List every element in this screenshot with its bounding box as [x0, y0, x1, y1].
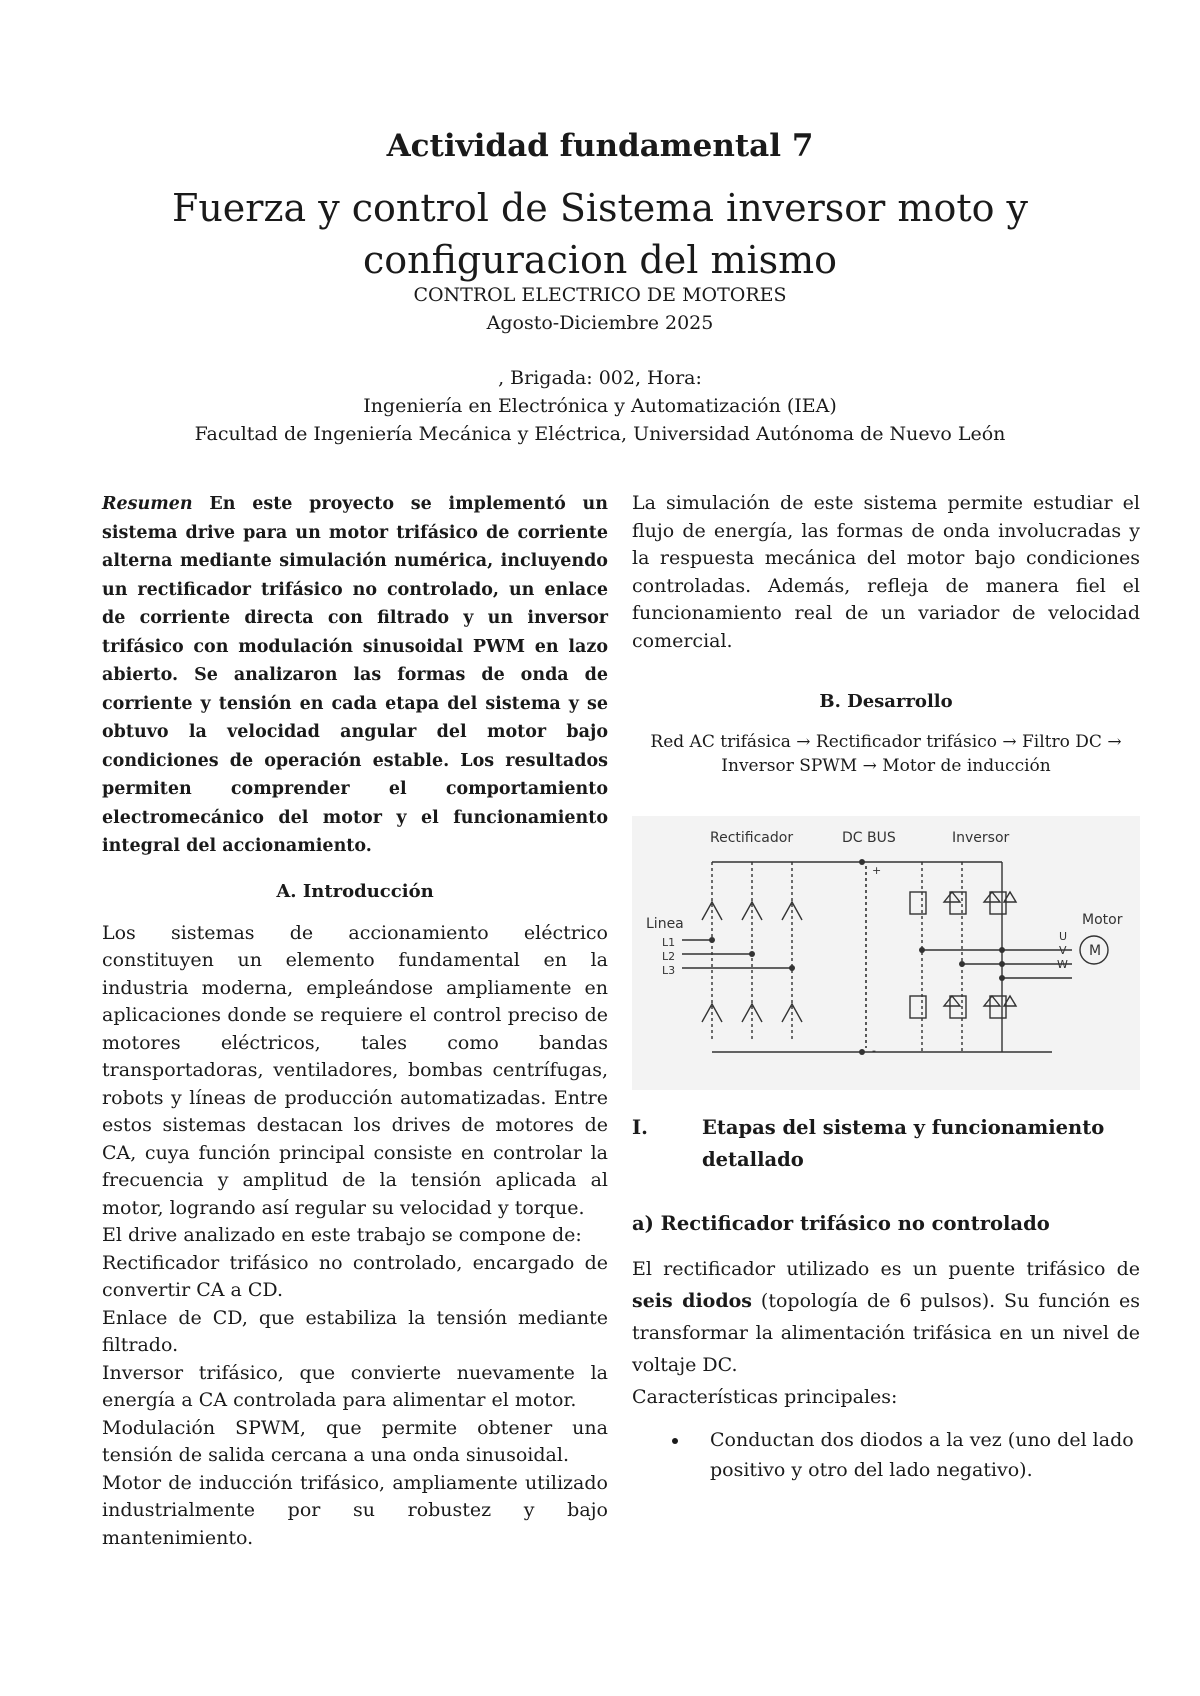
label-motor: Motor — [1082, 912, 1123, 928]
abstract — [102, 490, 608, 861]
course-name: CONTROL ELECTRICO DE MOTORES — [413, 284, 787, 306]
left-column — [102, 490, 608, 1552]
label-inverter: Inversor — [952, 830, 1010, 846]
label-w: W — [1057, 958, 1068, 971]
component-item-1: Rectificador trifásico no controlado, encargado de convertir CA a CD. — [102, 1251, 608, 1301]
component-item-2: Enlace de CD, que estabiliza la tensión mediante filtrado. — [102, 1306, 608, 1356]
label-l3: L3 — [662, 964, 676, 977]
abstract-label: Resumen — [102, 494, 193, 514]
label-u: U — [1059, 930, 1068, 943]
characteristics-label: Características principales: — [632, 1386, 898, 1408]
dc-bus — [712, 862, 1052, 1052]
bullet-item — [632, 1425, 1140, 1485]
section-heading — [632, 1112, 1140, 1176]
label-rectifier: Rectificador — [710, 830, 794, 846]
period: Agosto-Diciembre 2025 — [486, 312, 714, 334]
drive-circuit-diagram — [632, 816, 1140, 1090]
flow-line-1: Red AC trifásica → Rectificador trifásico → Filtro DC → — [650, 732, 1122, 752]
label-plus: + — [872, 864, 882, 877]
paper-title-line2: configuracion del mismo — [362, 238, 838, 282]
rectifier-text-a: El rectificador utilizado es un puente trifásico de — [632, 1258, 1140, 1280]
rectifier-text-bold: seis diodos — [632, 1290, 753, 1312]
component-item-5: Motor de inducción trifásico, ampliamente utilizado industrialmente por su robustez y bajo mantenimiento. — [102, 1471, 608, 1549]
abstract-text: En este proyecto se implementó un sistema drive para un motor trifásico de corriente alterna mediante simulación numérica, incluyendo un rectificador trifásico no controlado, un enlace de corriente directa con filtrado y un inversor trifásico con modulación sinusoidal PWM en lazo abierto. Se analizaron las formas de onda de corriente y tensión en cada etapa del sistema y se obtuvo la velocidad angular del motor bajo condiciones de operación estable. Los resultados permiten comprender el comportamiento electromecánico del motor y el funcionamiento integral del accionamiento. — [102, 494, 608, 856]
label-v: V — [1059, 944, 1067, 957]
inverter-bridge — [910, 862, 1108, 1052]
rectifier-text-c: (topología de 6 pulsos). Su función es transformar la alimentación trifásica en un nivel de voltaje DC. — [632, 1290, 1140, 1376]
bullet-text: Conductan dos diodos a la vez (uno del lado positivo y otro del lado negativo). — [710, 1429, 1134, 1481]
simulation-paragraph: La simulación de este sistema permite estudiar el flujo de energía, las formas de onda involucradas y la respuesta mecánica del motor bajo condiciones controladas. Además, refleja de manera fiel el funcionamiento real de un variador de velocidad comercial. — [632, 492, 1140, 652]
label-line: Linea — [646, 916, 684, 932]
section-number: I. — [632, 1116, 648, 1139]
label-minus: - — [872, 1044, 876, 1057]
list-intro: El drive analizado en este trabajo se compone de: — [102, 1224, 582, 1246]
label-l1: L1 — [662, 936, 676, 949]
dc-bus-nodes — [859, 859, 865, 1055]
development-heading: B. Desarrollo — [819, 691, 953, 712]
paper-title — [0, 182, 1200, 286]
section-title: Etapas del sistema y funcionamiento detallado — [702, 1116, 1105, 1171]
label-l2: L2 — [662, 950, 676, 963]
rectifier-paragraph — [632, 1253, 1140, 1381]
component-item-4: Modulación SPWM, que permite obtener una tensión de salida cercana a una onda sinusoidal. — [102, 1416, 608, 1466]
bullet-dot — [632, 1425, 710, 1485]
intro-paragraph: Los sistemas de accionamiento eléctrico constituyen un elemento fundamental en la industria moderna, empleándose ampliamente en aplicaciones donde se requiere el control preciso de motores eléctricos, tales como bandas transportadoras, ventiladores, bombas centrífugas, robots y líneas de producción automatizadas. Entre estos sistemas destacan los drives de motores de CA, cuya función principal consiste en controlar la frecuencia y amplitud de la tensión aplicada al motor, logrando así regular su velocidad y torque. — [102, 921, 608, 1219]
subsection-heading: a) Rectificador trifásico no controlado — [632, 1212, 1050, 1235]
activity-title: Actividad fundamental 7 — [386, 128, 814, 164]
program-line: Ingeniería en Electrónica y Automatización (IEA) — [363, 395, 837, 417]
right-column — [632, 490, 1140, 778]
faculty-line: Facultad de Ingeniería Mecánica y Eléctrica, Universidad Autónoma de Nuevo León — [194, 423, 1006, 445]
flow-line-2: Inversor SPWM → Motor de inducción — [721, 756, 1051, 776]
component-item-3: Inversor trifásico, que convierte nuevamente la energía a CA controlada para alimentar el motor. — [102, 1361, 608, 1411]
rectifier-bridge — [682, 862, 802, 1042]
motor-symbol: M — [1089, 943, 1102, 959]
circuit-svg — [632, 816, 1140, 1090]
right-column-lower — [632, 1112, 1140, 1485]
paper-title-line1: Fuerza y control de Sistema inversor moto y — [171, 186, 1029, 230]
intro-heading: A. Introducción — [276, 880, 434, 902]
label-dc-bus: DC BUS — [842, 830, 896, 846]
brigade-line: , Brigada: 002, Hora: — [498, 367, 702, 389]
